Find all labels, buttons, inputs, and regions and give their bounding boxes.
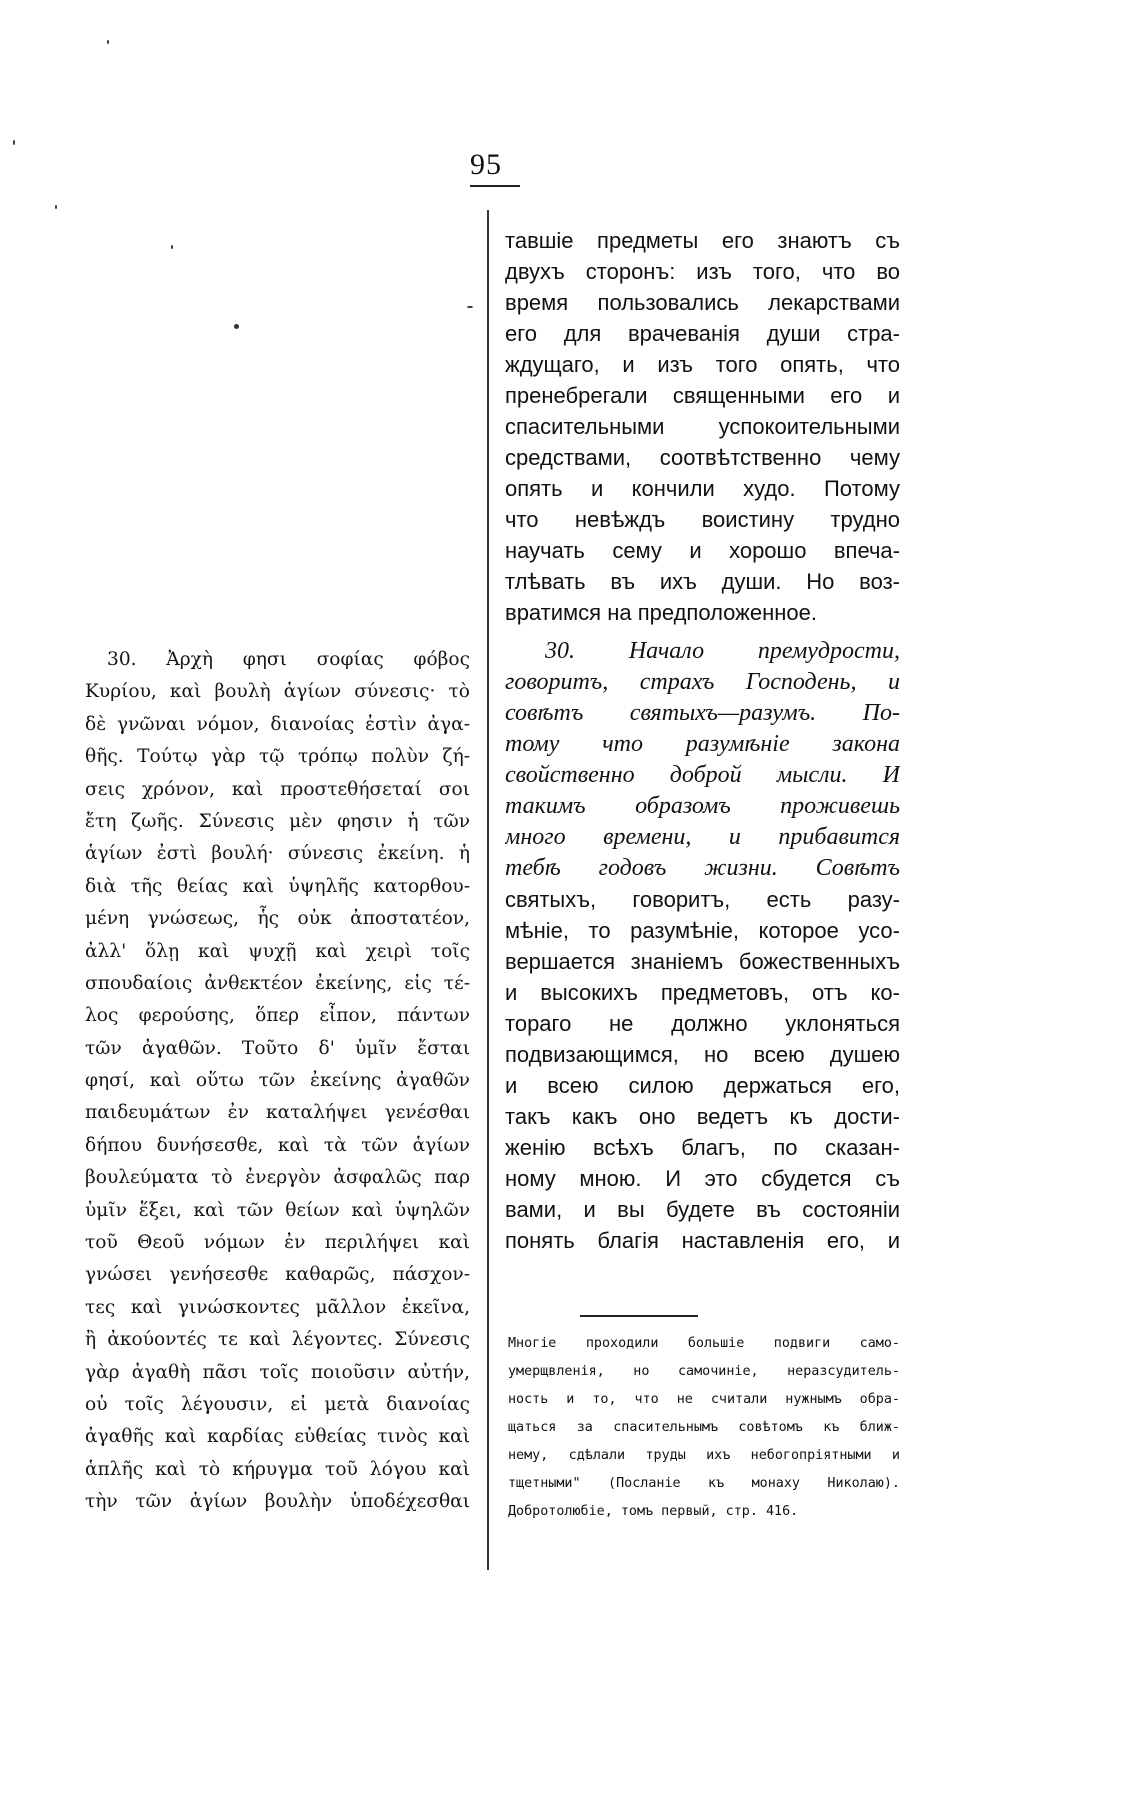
russian-italic-line: тому что разумѣніе закона bbox=[505, 731, 900, 757]
russian-line: двухъ сторонъ: изъ того, что во bbox=[505, 259, 900, 284]
scan-speck bbox=[234, 324, 239, 329]
column-divider bbox=[487, 210, 489, 1570]
russian-line: средствами, соотвѣтственно чему bbox=[505, 445, 900, 470]
footnote-line: ность и то, что не считали нужнымъ обра- bbox=[508, 1392, 900, 1407]
scan-speck bbox=[13, 140, 15, 145]
russian-text-column bbox=[505, 225, 900, 1256]
scan-speck bbox=[55, 205, 57, 209]
greek-line: 30. Ἀρχὴ φησι σοφίας φόβος bbox=[107, 649, 470, 670]
russian-line: ждущаго, и изъ того опять, что bbox=[505, 352, 900, 377]
greek-line: θῆς. Τούτῳ γὰρ τῷ τρόπῳ πολὺν ζή- bbox=[85, 746, 470, 768]
paragraph-gap bbox=[505, 628, 900, 636]
page-number-underline bbox=[470, 185, 520, 187]
greek-line: μένη γνώσεως, ἧς οὐκ ἀποστατέον, bbox=[85, 908, 470, 930]
russian-line: и всею силою держаться его, bbox=[505, 1073, 900, 1098]
russian-line: ному мною. И это сбудется съ bbox=[505, 1166, 900, 1191]
greek-line: φησί, καὶ οὕτω τῶν ἐκείνης ἀγαθῶν bbox=[85, 1070, 470, 1092]
greek-line: σπουδαίοις ἀνθεκτέον ἐκείνης, εἰς τέ- bbox=[85, 972, 470, 994]
footnote-line: умерщвленія, но самочиніе, неразсудитель- bbox=[508, 1364, 900, 1379]
russian-line: спасительными успокоительными bbox=[505, 414, 900, 439]
greek-line: ἁπλῆς καὶ τὸ κήρυγμα τοῦ λόγου καὶ bbox=[85, 1458, 470, 1480]
greek-line: βουλεύματα τὸ ἐνεργὸν ἀσφαλῶς παρ bbox=[85, 1167, 470, 1189]
greek-line: δήπου δυνήσεσθε, καὶ τὰ τῶν ἁγίων bbox=[85, 1134, 470, 1156]
russian-italic-line: тебѣ годовъ жизни. Совѣтъ bbox=[505, 855, 900, 881]
russian-line: подвизающимся, но всею душею bbox=[505, 1042, 900, 1067]
footnote bbox=[508, 1330, 900, 1526]
greek-line: τῶν ἀγαθῶν. Τοῦτο δ' ὑμῖν ἔσται bbox=[85, 1037, 470, 1059]
greek-line: δὲ γνῶναι νόμον, διανοίας ἐστὶν ἀγα- bbox=[85, 713, 470, 735]
greek-line: παιδευμάτων ἐν καταλήψει γενέσθαι bbox=[85, 1102, 470, 1124]
russian-italic-line: 30. Начало премудрости, bbox=[545, 638, 900, 664]
footnote-line: тщетными" (Посланіе къ монаху Николаю). bbox=[508, 1476, 900, 1491]
greek-line: σεις χρόνον, καὶ προστεθήσεταί σοι bbox=[85, 778, 470, 800]
russian-line: святыхъ, говоритъ, есть разу- bbox=[505, 887, 900, 912]
greek-line: ὑμῖν ἕξει, καὶ τῶν θείων καὶ ὑψηλῶν bbox=[85, 1199, 470, 1221]
greek-line: γὰρ ἀγαθὴ πᾶσι τοῖς ποιοῦσιν αὐτήν, bbox=[85, 1361, 470, 1383]
russian-line: мѣніе, то разумѣніе, которое усо- bbox=[505, 918, 900, 943]
footnote-line: Многіе проходили большіе подвиги само- bbox=[508, 1336, 900, 1351]
footnote-rule bbox=[580, 1315, 698, 1317]
greek-line: Κυρίου, καὶ βουλὴ ἁγίων σύνεσις· τὸ bbox=[85, 681, 470, 703]
russian-line: вратимся на предположенное. bbox=[505, 600, 817, 625]
russian-line: научать сему и хорошо впеча- bbox=[505, 538, 900, 563]
greek-line: ἔτη ζωῆς. Σύνεσις μὲν φησιν ἡ τῶν bbox=[85, 810, 470, 832]
russian-line: его для врачеванія души стра- bbox=[505, 321, 900, 346]
scan-speck bbox=[171, 245, 173, 249]
scan-speck bbox=[107, 40, 109, 44]
greek-line: οὐ τοῖς λέγουσιν, εἰ μετὰ διανοίας bbox=[85, 1393, 470, 1415]
russian-line: что невѣждъ воистину трудно bbox=[505, 507, 900, 532]
greek-line: ἀλλ' ὅλῃ καὶ ψυχῇ καὶ χειρὶ τοῖς bbox=[85, 940, 470, 962]
greek-line: λος φερούσης, ὅπερ εἶπον, πάντων bbox=[85, 1005, 470, 1027]
russian-italic-line: совѣтъ святыхъ—разумъ. По- bbox=[505, 700, 900, 726]
russian-line: тлѣвать въ ихъ души. Но воз- bbox=[505, 569, 900, 594]
russian-line: опять и кончили худо. Потому bbox=[505, 476, 900, 501]
footnote-line: Добротолюбіе, томъ первый, стр. 416. bbox=[508, 1504, 799, 1519]
russian-line: вами, и вы будете въ состояніи bbox=[505, 1197, 900, 1222]
greek-line: ἁγίων ἐστὶ βουλή· σύνεσις ἐκείνη. ἡ bbox=[85, 843, 470, 865]
russian-line: такъ какъ оно ведетъ къ дости- bbox=[505, 1104, 900, 1129]
russian-italic-line: говоритъ, страхъ Господень, и bbox=[505, 669, 900, 695]
greek-line: διὰ τῆς θείας καὶ ὑψηλῆς κατορθου- bbox=[85, 875, 470, 897]
russian-italic-line: свойственно доброй мысли. И bbox=[505, 762, 900, 788]
russian-italic-line: много времени, и прибавится bbox=[505, 824, 900, 850]
russian-line: и высокихъ предметовъ, отъ ко- bbox=[505, 980, 900, 1005]
greek-line: γνώσει γενήσεσθε καθαρῶς, πάσχον- bbox=[85, 1264, 470, 1286]
russian-line: вершается знаніемъ божественныхъ bbox=[505, 949, 900, 974]
page-number: 95 bbox=[470, 148, 502, 181]
russian-italic-line: такимъ образомъ проживешь bbox=[505, 793, 900, 819]
russian-line: время пользовались лекарствами bbox=[505, 290, 900, 315]
greek-text-column bbox=[85, 644, 470, 1519]
greek-line: τες καὶ γινώσκοντες μᾶλλον ἐκεῖνα, bbox=[85, 1296, 470, 1318]
russian-line: пренебрегали священными его и bbox=[505, 383, 900, 408]
greek-line: τὴν τῶν ἁγίων βουλὴν ὑποδέχεσθαι bbox=[85, 1491, 470, 1513]
footnote-line: нему, сдѣлали труды ихъ небогопріятными и bbox=[508, 1448, 900, 1463]
footnote-line: щаться за спасительнымъ совѣтомъ къ ближ- bbox=[508, 1420, 900, 1435]
russian-line: понять благія наставленія его, и bbox=[505, 1228, 900, 1253]
russian-line: женію всѣхъ благъ, по сказан- bbox=[505, 1135, 900, 1160]
greek-line: τοῦ Θεοῦ νόμων ἐν περιλήψει καὶ bbox=[85, 1232, 470, 1254]
russian-line: тораго не должно уклоняться bbox=[505, 1011, 900, 1036]
russian-line: тавшіе предметы его знаютъ съ bbox=[505, 228, 900, 253]
scan-speck bbox=[467, 306, 473, 308]
greek-line: ἢ ἀκούοντές τε καὶ λέγοντες. Σύνεσις bbox=[85, 1329, 470, 1351]
greek-line: ἀγαθῆς καὶ καρδίας εὐθείας τινὸς καὶ bbox=[85, 1426, 470, 1448]
